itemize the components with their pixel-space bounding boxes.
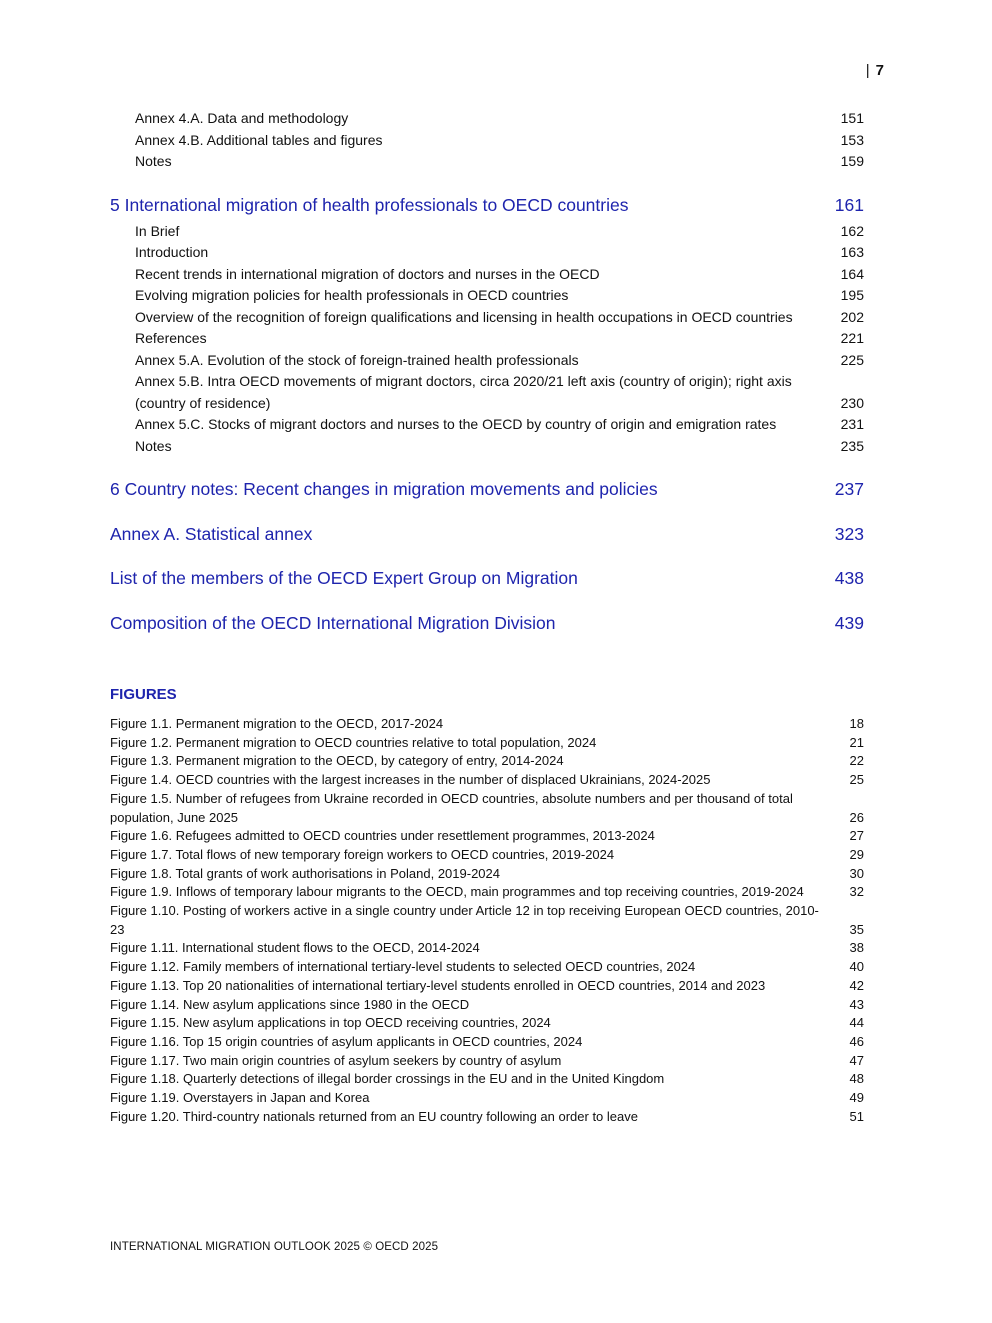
figure-entry <box>110 996 864 1015</box>
toc-content <box>110 0 864 1126</box>
page-number-separator: | <box>865 62 870 79</box>
figure-entry <box>110 827 864 846</box>
toc-entry-label: Evolving migration policies for health professionals in OECD countries <box>135 287 569 303</box>
chapter-title: Annex A. Statistical annex <box>110 524 313 544</box>
figure-entry-label: Figure 1.7. Total flows of new temporary foreign workers to OECD countries, 2019-2024 <box>110 846 615 862</box>
toc-entry <box>110 436 864 458</box>
figure-entry-page: 26 <box>849 809 864 825</box>
figure-entry-page: 42 <box>849 977 864 993</box>
toc-entry-page: 159 <box>840 153 864 169</box>
figure-entry-label: Figure 1.12. Family members of international tertiary-level students to selected OECD countries, 2024 <box>110 959 696 975</box>
figure-entry-label: Figure 1.8. Total grants of work authorisations in Poland, 2019-2024 <box>110 865 500 881</box>
figure-entry <box>110 752 864 771</box>
chapter-title: Composition of the OECD International Migration Division <box>110 613 556 633</box>
figure-entry-page: 51 <box>849 1108 864 1124</box>
figure-entry <box>110 771 864 790</box>
figure-entry-label: Figure 1.14. New asylum applications since 1980 in the OECD <box>110 996 470 1012</box>
figure-entry <box>110 939 864 958</box>
toc-entry-page: 164 <box>840 265 864 282</box>
figure-entry-label: Figure 1.19. Overstayers in Japan and Korea <box>110 1090 370 1106</box>
toc-entry-page: 163 <box>840 244 864 260</box>
figure-entry <box>110 790 864 827</box>
figure-entry-page: 22 <box>849 753 864 769</box>
figure-entry-page: 29 <box>849 846 864 862</box>
figure-entry-page: 30 <box>849 865 864 881</box>
toc-entry <box>110 371 864 414</box>
toc-entry <box>110 350 864 372</box>
toc-entry <box>110 130 864 152</box>
chapter-title: 5 International migration of health professionals to OECD countries <box>110 194 629 215</box>
figure-entry <box>110 977 864 996</box>
chapter-page: 438 <box>834 568 864 588</box>
toc-entry-page: 162 <box>840 222 864 239</box>
toc-entry-label: In Brief <box>135 222 180 239</box>
chapter-page: 439 <box>834 613 864 633</box>
toc-entry-label: Annex 5.C. Stocks of migrant doctors and nurses to the OECD by country of origin and emigration rates <box>135 416 777 432</box>
expert-group-heading <box>110 565 864 591</box>
figure-entry <box>110 1108 864 1127</box>
toc-entry-label: Annex 5.A. Evolution of the stock of foreign-trained health professionals <box>135 351 579 368</box>
figure-entry <box>110 902 864 939</box>
figure-entry-page: 47 <box>849 1052 864 1068</box>
chapter-title: 6 Country notes: Recent changes in migration movements and policies <box>110 479 658 499</box>
figure-entry-page: 25 <box>849 772 864 788</box>
toc-entry <box>110 328 864 350</box>
figure-entry-label: Figure 1.20. Third-country nationals returned from an EU country following an order to leave <box>110 1108 638 1124</box>
annex-a-heading <box>110 521 864 547</box>
figure-entry-page: 38 <box>849 940 864 956</box>
figure-entry-label: Figure 1.13. Top 20 nationalities of international tertiary-level students enrolled in OECD countries, 2014 and 2023 <box>110 977 766 993</box>
figure-entry-label: Figure 1.9. Inflows of temporary labour migrants to the OECD, main programmes and top receiving countries, 2019-2024 <box>110 884 804 900</box>
toc-entry-label: Recent trends in international migration of doctors and nurses in the OECD <box>135 265 600 282</box>
page-footer: INTERNATIONAL MIGRATION OUTLOOK 2025 © OECD 2025 <box>110 1241 439 1253</box>
figure-entry-label: Figure 1.3. Permanent migration to the OECD, by category of entry, 2014-2024 <box>110 753 564 769</box>
figure-entry <box>110 734 864 753</box>
toc-entry-label: Notes <box>135 437 172 454</box>
toc-entry-label: Notes <box>135 153 172 169</box>
page-header <box>866 62 884 79</box>
figure-entry-label: Figure 1.18. Quarterly detections of illegal border crossings in the EU and in the United Kingdom <box>110 1071 665 1087</box>
figure-entry <box>110 958 864 977</box>
figure-entry-label: Figure 1.1. Permanent migration to the OECD, 2017-2024 <box>110 716 444 731</box>
figure-entry-page: 43 <box>849 996 864 1012</box>
toc-entry-page: 151 <box>840 110 864 126</box>
figure-entry <box>110 1070 864 1089</box>
figure-entry-label: Figure 1.5. Number of refugees from Ukraine recorded in OECD countries, absolute numbers and per thousand of total population, June 2025 <box>110 790 793 825</box>
toc-entry-page: 221 <box>840 330 864 346</box>
toc-entry-page: 235 <box>840 437 864 454</box>
figure-entry-label: Figure 1.15. New asylum applications in top OECD receiving countries, 2024 <box>110 1015 551 1031</box>
toc-entry <box>110 221 864 243</box>
figure-entry-page: 40 <box>849 959 864 975</box>
toc-entry-label: References <box>135 330 207 346</box>
toc-entry-label: Annex 4.A. Data and methodology <box>135 110 349 126</box>
toc-entry <box>110 108 864 130</box>
toc-entry <box>110 307 864 329</box>
toc-entry <box>110 285 864 307</box>
figure-entry-page: 35 <box>849 921 864 937</box>
figure-entry-page: 44 <box>849 1015 864 1031</box>
figure-entry-label: Figure 1.16. Top 15 origin countries of asylum applicants in OECD countries, 2024 <box>110 1033 583 1049</box>
toc-entry-page: 230 <box>840 394 864 411</box>
chapter-title: List of the members of the OECD Expert Group on Migration <box>110 568 578 588</box>
figure-entry <box>110 865 864 884</box>
figures-list <box>110 715 864 1126</box>
figure-entry-label: Figure 1.10. Posting of workers active in a single country under Article 12 in top receiving European OECD countries, 2010-23 <box>110 903 819 937</box>
figure-entry <box>110 715 864 734</box>
figure-entry-label: Figure 1.11. International student flows to the OECD, 2014-2024 <box>110 940 480 956</box>
figure-entry-page: 32 <box>849 884 864 900</box>
toc-entry-label: Introduction <box>135 244 209 260</box>
figure-entry <box>110 1014 864 1033</box>
figures-section-heading: FIGURES <box>110 686 177 703</box>
chapter-page: 161 <box>834 194 864 215</box>
figure-entry-page: 18 <box>849 716 864 731</box>
toc-entry-label: Annex 5.B. Intra OECD movements of migrant doctors, circa 2020/21 left axis (country of origin); right axis (country of residence) <box>135 373 792 411</box>
toc-entry <box>110 414 864 436</box>
figure-entry <box>110 846 864 865</box>
toc-entry-label: Overview of the recognition of foreign qualifications and licensing in health occupations in OECD countries <box>135 308 793 325</box>
toc-entry <box>110 264 864 286</box>
figure-entry <box>110 1089 864 1108</box>
composition-heading <box>110 610 864 636</box>
figure-entry-page: 46 <box>849 1033 864 1049</box>
figure-entry-page: 49 <box>849 1090 864 1106</box>
toc-entry-page: 225 <box>840 351 864 368</box>
figure-entry-page: 27 <box>849 828 864 844</box>
toc-entry <box>110 242 864 264</box>
toc-entry-page: 195 <box>840 287 864 303</box>
figure-entry-label: Figure 1.4. OECD countries with the largest increases in the number of displaced Ukrainians, 2024-2025 <box>110 772 711 788</box>
chapter-page: 323 <box>834 524 864 544</box>
chapter-6-heading <box>110 476 864 502</box>
page-number: 7 <box>875 62 884 79</box>
figure-entry-label: Figure 1.17. Two main origin countries of asylum seekers by country of asylum <box>110 1052 562 1068</box>
toc-entry-page: 231 <box>840 416 864 432</box>
chapter-page: 237 <box>834 479 864 499</box>
figure-entry-page: 48 <box>849 1071 864 1087</box>
figure-entry <box>110 883 864 902</box>
figure-entry <box>110 1033 864 1052</box>
figure-entry <box>110 1052 864 1071</box>
figure-entry-page: 21 <box>849 734 864 750</box>
chapter-5-heading <box>110 192 864 218</box>
toc-entry-page: 202 <box>840 308 864 325</box>
toc-entry-label: Annex 4.B. Additional tables and figures <box>135 131 383 148</box>
toc-entry <box>110 151 864 173</box>
figure-entry-label: Figure 1.6. Refugees admitted to OECD countries under resettlement programmes, 2013-2024 <box>110 828 655 844</box>
figure-entry-label: Figure 1.2. Permanent migration to OECD countries relative to total population, 2024 <box>110 734 597 750</box>
toc-entry-page: 153 <box>840 131 864 148</box>
